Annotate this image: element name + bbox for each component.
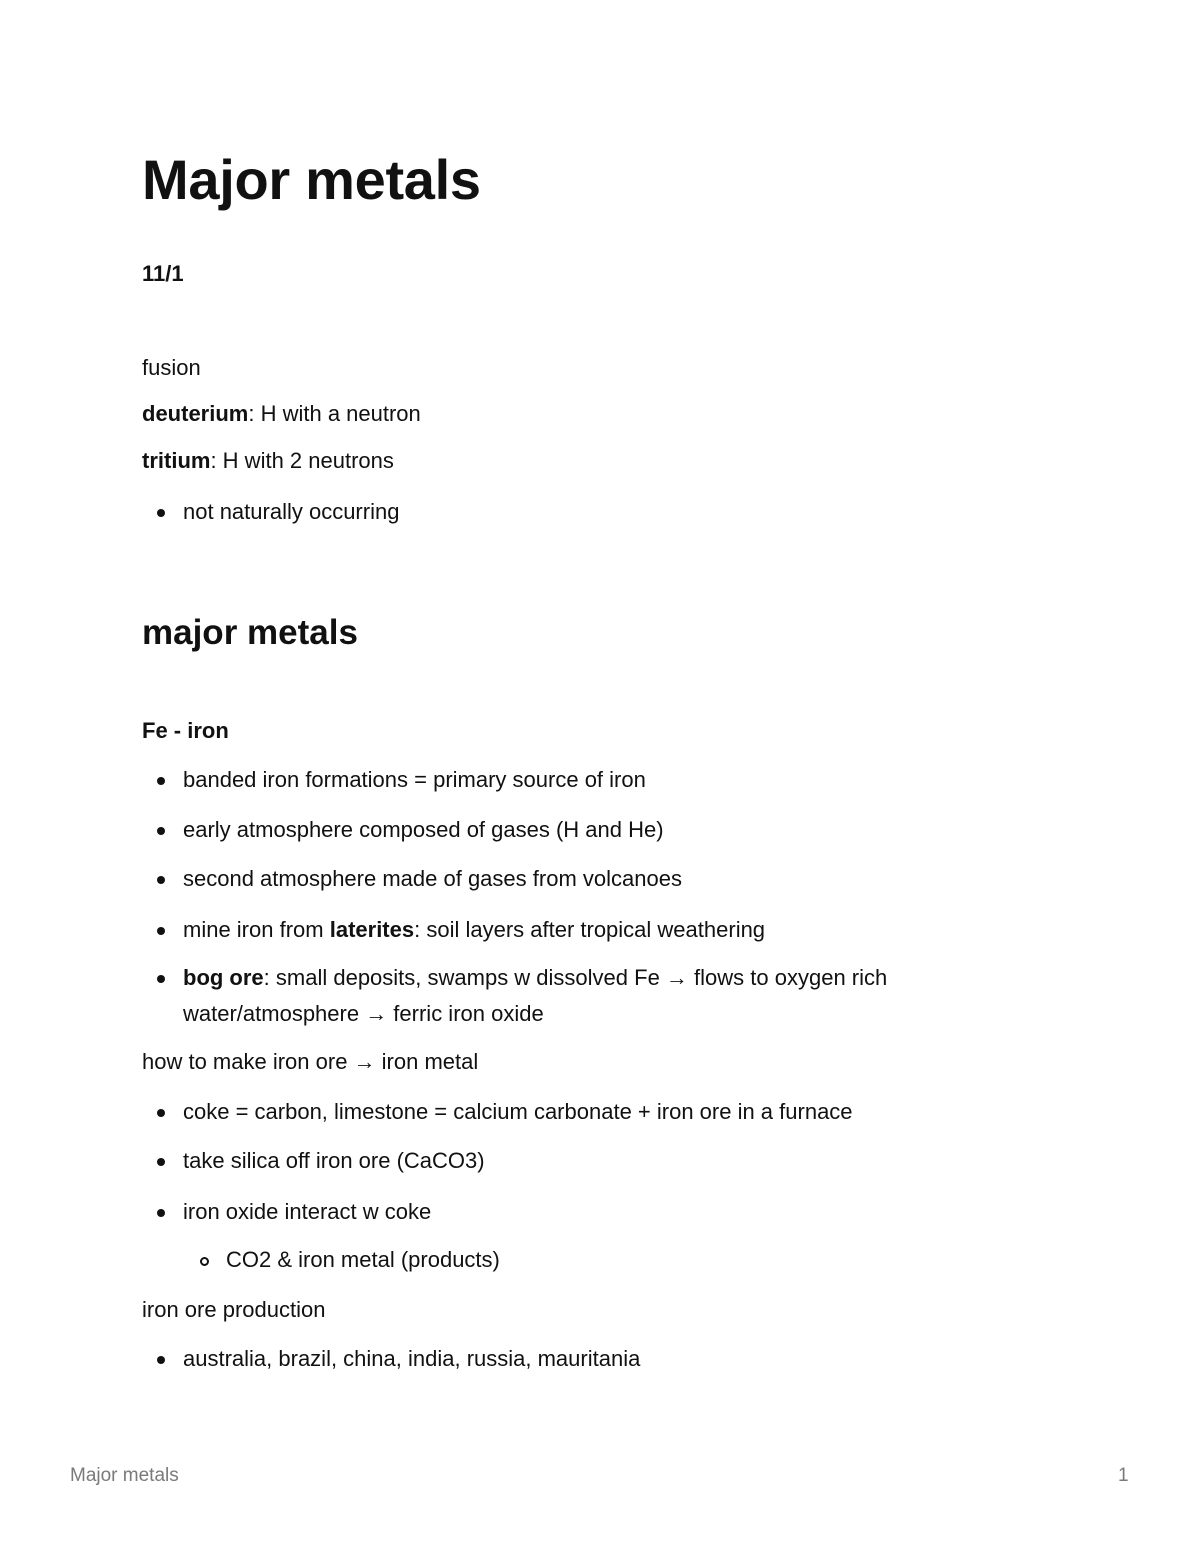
bullet-dot xyxy=(157,975,165,983)
list-item: not naturally occurring xyxy=(142,497,1042,527)
list-item: bog ore: small deposits, swamps w dissolved Fe → flows to oxygen rich water/atmosphere → ferric iron oxide xyxy=(142,963,1042,1033)
make-iron-heading: how to make iron ore → iron metal xyxy=(142,1049,479,1074)
date-label: 11/1 xyxy=(142,261,184,286)
bullet-dot xyxy=(157,827,165,835)
section-heading: major metals xyxy=(142,613,358,652)
list-item: iron oxide interact w coke xyxy=(142,1197,1042,1227)
list-item: mine iron from laterites: soil layers after tropical weathering xyxy=(142,915,1042,945)
bullet-dot xyxy=(157,777,165,785)
page-title: Major metals xyxy=(142,148,481,211)
fe-name: - iron xyxy=(167,718,229,743)
bullet-dot xyxy=(157,1109,165,1117)
bullet-dot xyxy=(157,1209,165,1217)
list-item: banded iron formations = primary source of iron xyxy=(142,765,1042,795)
list-item: australia, brazil, china, india, russia, mauritania xyxy=(142,1344,1042,1374)
bullet-circle xyxy=(200,1257,209,1266)
list-item: coke = carbon, limestone = calcium carbonate + iron ore in a furnace xyxy=(142,1097,1042,1127)
list-item: early atmosphere composed of gases (H and He) xyxy=(142,815,1042,845)
deuterium-definition: : H with a neutron xyxy=(248,401,421,426)
deuterium-line xyxy=(142,399,421,429)
tritium-line xyxy=(142,446,394,476)
fusion-heading: fusion xyxy=(142,355,201,380)
production-heading: iron ore production xyxy=(142,1297,326,1322)
list-item: take silica off iron ore (CaCO3) xyxy=(142,1146,1042,1176)
bullet-dot xyxy=(157,1158,165,1166)
list-item-nested: CO2 & iron metal (products) xyxy=(142,1245,1042,1275)
bog-ore-term: bog ore xyxy=(183,965,264,990)
page-number: 1 xyxy=(1118,1465,1129,1486)
laterites-term: laterites xyxy=(329,917,415,942)
footer-title: Major metals xyxy=(70,1465,179,1486)
bullet-dot xyxy=(157,509,165,517)
bullet-dot xyxy=(157,876,165,884)
list-item: second atmosphere made of gases from volcanoes xyxy=(142,864,1042,894)
fe-symbol: Fe xyxy=(142,718,168,743)
bullet-dot xyxy=(157,927,165,935)
tritium-definition: : H with 2 neutrons xyxy=(210,448,394,473)
deuterium-term: deuterium xyxy=(142,401,249,426)
tritium-term: tritium xyxy=(142,448,211,473)
fe-heading xyxy=(142,716,229,746)
bullet-dot xyxy=(157,1356,165,1364)
